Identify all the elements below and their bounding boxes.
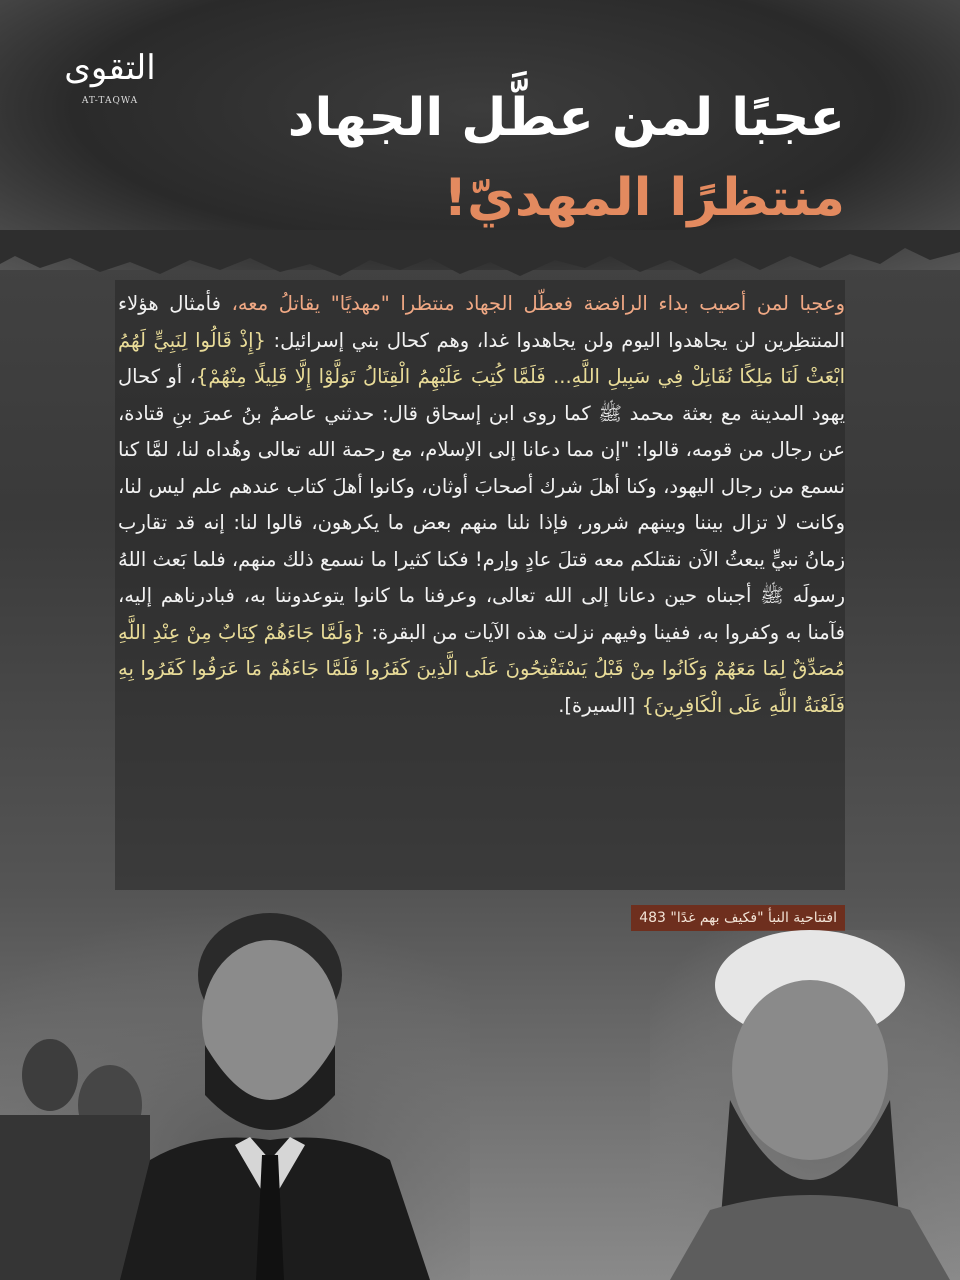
- logo-calligraphy: التقوى: [64, 48, 156, 88]
- title-line-1: عجبًا لمن عطَّل الجهاد: [287, 88, 845, 148]
- title-line-2: منتظرًا المهديّ!: [443, 168, 845, 228]
- logo-name: AT-TAQWA: [81, 96, 139, 106]
- article-body: [118, 286, 845, 724]
- man-in-suit-photo: [0, 905, 470, 1280]
- quran-verse-2: {وَلَمَّا جَاءَهُمْ كِتَابٌ مِنْ عِنْدِ اللَّهِ مُصَدِّقٌ لِمَا مَعَهُمْ وَكَانُوا مِنْ قَبْلُ يَسْتَفْتِحُونَ عَلَى الَّذِينَ كَفَرُوا فَلَمَّا جَاءَهُمْ مَا عَرَفُوا كَفَرُوا بِهِ فَلَعْنَةُ اللَّهِ عَلَى الْكَافِرِينَ}: [118, 620, 845, 717]
- intro-highlight: وعجبا لمن أصيب بداء الرافضة فعطّل الجهاد منتظرا "مهديًا" يقاتلُ معه،: [231, 292, 846, 315]
- man-in-turban-photo: [650, 930, 960, 1280]
- source-tag: افتتاحية النبأ "فكيف بهم غدًا" 483: [631, 905, 845, 931]
- source-inline: [السيرة].: [558, 693, 642, 717]
- paragraph-2: ، أو كحال يهود المدينة مع بعثة محمد ﷺ كما روى ابن إسحاق قال: حدثني عاصمُ بنُ عمرَ بنِ قتادة، عن رجال من قومه، قالوا: "إن مما دعانا إلى الإسلام، مع رحمة الله تعالى وهُداه لنا، لمَّا كنا نسمع من رجال اليهود، وكنا أهلَ شرك أصحابَ أوثان، وكانوا أهلَ كتاب عندهم علم ليس لنا، وكانت لا تزال بيننا وبينهم شرور، فإذا نلنا منهم بعض ما يكرهون، قالوا لنا: إنه قد تقارب زمانُ نبيٍّ يبعثُ الآن نقتلكم معه قتلَ عادٍ وإرم! فكنا كثيرا ما نسمع ذلك منهم، فلما بَعث اللهُ رسولَه ﷺ أجبناه حين دعانا إلى الله تعالى، وعرفنا ما كانوا يتوعدوننا به، فبادرناهم إليه، فآمنا به وكفروا به، ففينا وفيهم نزلت هذه الآيات من البقرة:: [118, 365, 845, 644]
- quran-verse-1: {إِذْ قَالُوا لِنَبِيٍّ لَهُمُ ابْعَثْ لَنَا مَلِكًا نُقَاتِلْ فِي سَبِيلِ اللَّهِ... فَلَمَّا كُتِبَ عَلَيْهِمُ الْقِتَالُ تَوَلَّوْا إِلَّا قَلِيلًا مِنْهُمْ}: [118, 328, 845, 388]
- paragraph-1: فأمثال هؤلاء المنتظِرين لن يجاهدوا اليوم ولن يجاهدوا غدا، وهم كحال بني إسرائيل:: [118, 292, 845, 352]
